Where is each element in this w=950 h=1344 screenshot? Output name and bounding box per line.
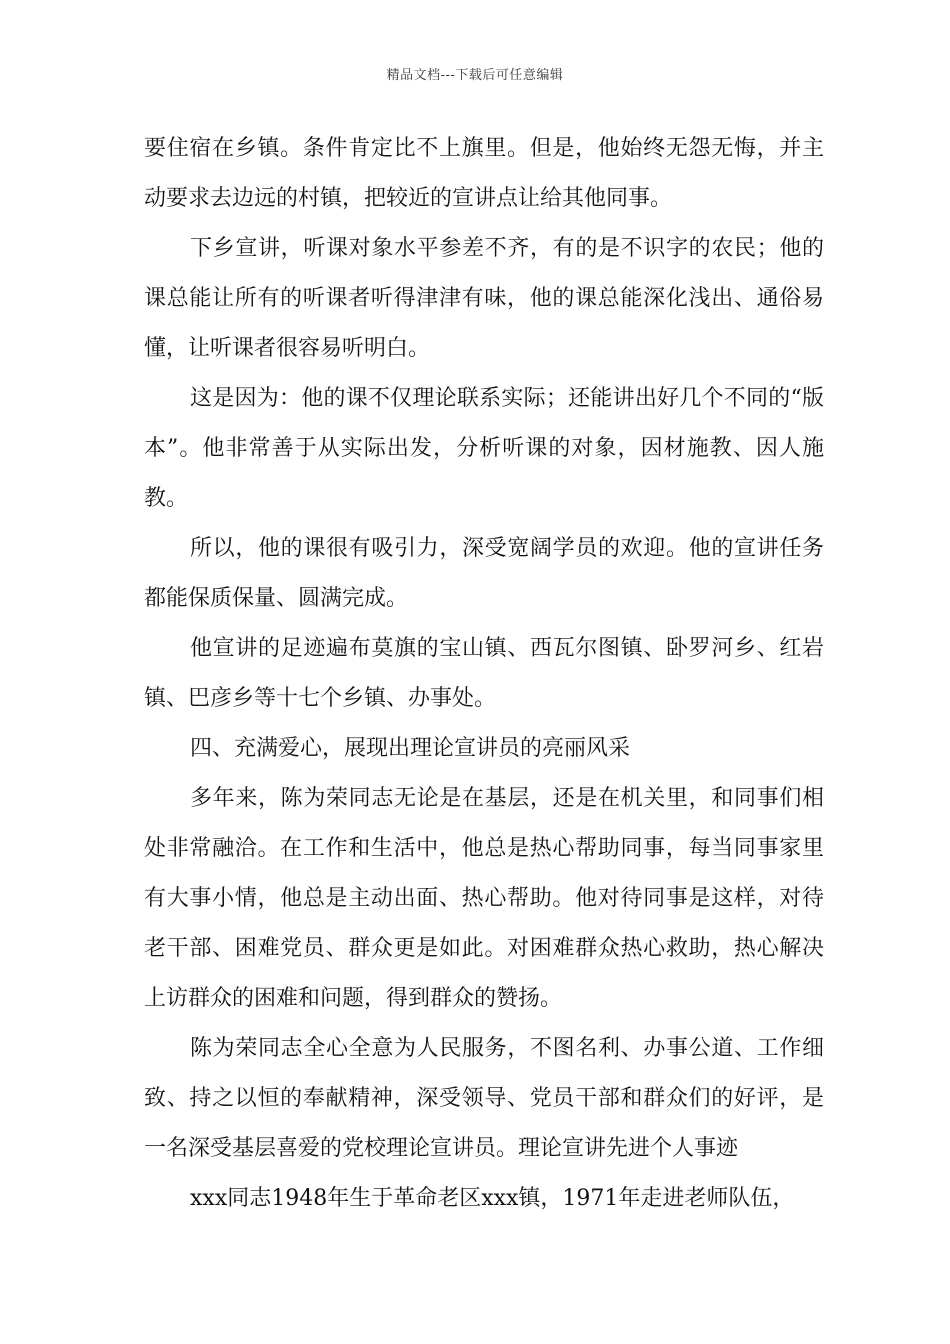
paragraph-1: 要住宿在乡镇。条件肯定比不上旗里。但是，他始终无怨无悔，并主动要求去边远的村镇，把较近的宣讲点让给其他同事。 <box>144 136 824 211</box>
paragraph-2: 下乡宣讲，听课对象水平参差不齐，有的是不识字的农民；他的课总能让所有的听课者听得津津有味，他的课总能深化浅出、通俗易懂，让听课者很容易听明白。 <box>144 236 824 361</box>
section-heading: 四、充满爱心，展现出理论宣讲员的亮丽风采 <box>190 736 631 761</box>
paragraph-5: 他宣讲的足迹遍布莫旗的宝山镇、西瓦尔图镇、卧罗河乡、红岩镇、巴彦乡等十七个乡镇、办事处。 <box>144 636 824 711</box>
page-header: 精品文档---下载后可任意编辑 <box>386 68 564 83</box>
paragraph-3: 这是因为：他的课不仅理论联系实际；还能讲出好几个不同的“版本”。他非常善于从实际出发，分析听课的对象，因材施教、因人施教。 <box>144 386 824 511</box>
paragraph-7: 陈为荣同志全心全意为人民服务，不图名利、办事公道、工作细致、持之以恒的奉献精神，深受领导、党员干部和群众们的好评，是一名深受基层喜爱的党校理论宣讲员。理论宣讲先进个人事迹 <box>144 1036 824 1161</box>
paragraph-8: xxx同志1948年生于革命老区xxx镇，1971年走进老师队伍， <box>190 1186 795 1211</box>
document-body <box>144 124 824 1224</box>
paragraph-4: 所以，他的课很有吸引力，深受宽阔学员的欢迎。他的宣讲任务都能保质保量、圆满完成。 <box>144 536 824 611</box>
paragraph-6: 多年来，陈为荣同志无论是在基层，还是在机关里，和同事们相处非常融洽。在工作和生活中，他总是热心帮助同事，每当同事家里有大事小情，他总是主动出面、热心帮助。他对待同事是这样，对待老干部、困难党员、群众更是如此。对困难群众热心救助，热心解决上访群众的困难和问题，得到群众的赞扬。 <box>144 786 824 1011</box>
